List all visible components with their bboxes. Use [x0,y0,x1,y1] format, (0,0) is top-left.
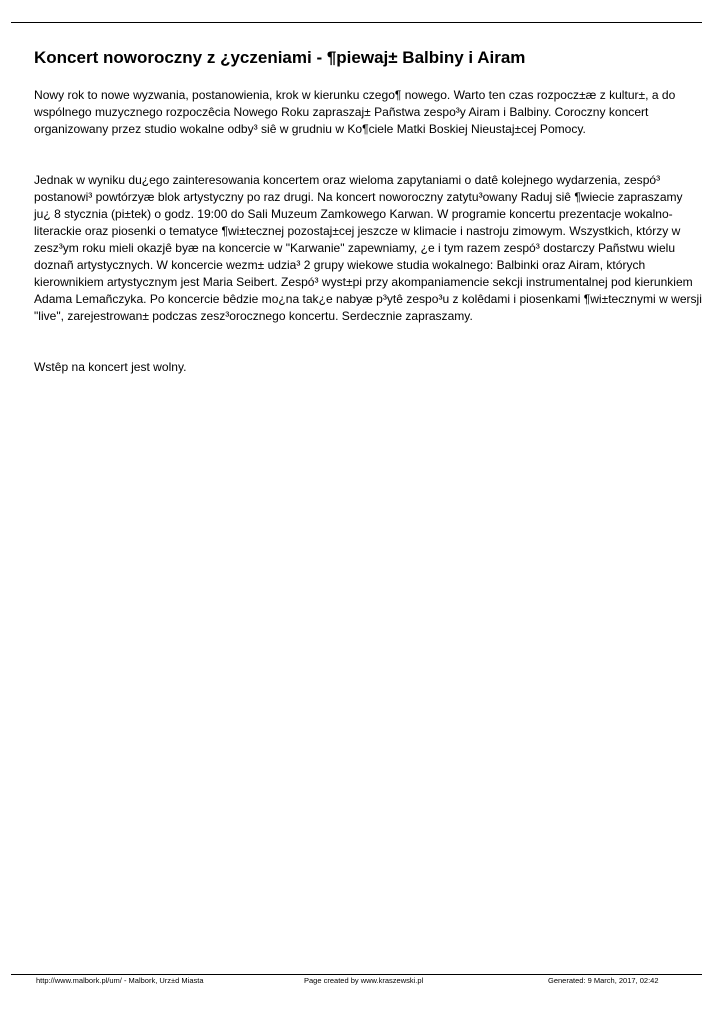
article-title: Koncert noworoczny z ¿yczeniami - ¶piewaj± Balbiny i Airam [34,48,526,68]
article-paragraph-2: Jednak w wyniku du¿ego zainteresowania koncertem oraz wieloma zapytaniami o datê kolejnego wydarzenia, zespó³ postanowi³ powtórzyæ blok artystyczny po raz drugi. Na koncert noworoczny zatytu³owany Raduj siê ¶wiecie zapraszamy ju¿ 8 stycznia (pi±tek) o godz. 19:00 do Sali Muzeum Zamkowego Karwan. W programie koncertu prezentacje wokalno-literackie oraz piosenki o tematyce ¶wi±tecznej pozostaj±cej jeszcze w klimacie i nastroju zimowym. Wszystkich, którzy w zesz³ym roku mieli okazjê byæ na koncercie w "Karwanie" zapewniamy, ¿e i tym razem zespó³ dostarczy Pañstwu wielu doznañ artystycznych. W koncercie wezm± udzia³ 2 grupy wiekowe studia wokalnego: Balbinki oraz Airam, których kierownikiem artystycznym jest Maria Seibert. Zespó³ wyst±pi przy akompaniamencie sekcji instrumentalnej pod kierunkiem Adama Lemañczyka. Po koncercie bêdzie mo¿na tak¿e nabyæ p³ytê zespo³u z kolêdami i piosenkami ¶wi±tecznymi w wersji "live", zarejestrowan± podczas zesz³orocznego koncertu. Serdecznie zapraszamy. [34,173,702,323]
footer-generated: Generated: 9 March, 2017, 02:42 [548,976,659,985]
article-paragraph-1: Nowy rok to nowe wyzwania, postanowienia, krok w kierunku czego¶ nowego. Warto ten czas rozpocz±æ z kultur±, a do wspólnego muzycznego rozpoczêcia Nowego Roku zapraszaj± Pañstwa zespo³y Airam i Balbiny. Coroczny koncert organizowany przez studio wokalne odby³ siê w grudniu w Ko¶ciele Matki Boskiej Nieustaj±cej Pomocy. [34,88,676,136]
footer-credit: Page created by www.kraszewski.pl [304,976,424,985]
header-divider [11,22,702,23]
article-paragraph-3: Wstêp na koncert jest wolny. [34,360,187,374]
footer-divider [11,974,702,975]
footer-source: http://www.malbork.pl/um/ - Malbork, Urz±d Miasta [36,976,204,985]
article-body [34,87,702,410]
